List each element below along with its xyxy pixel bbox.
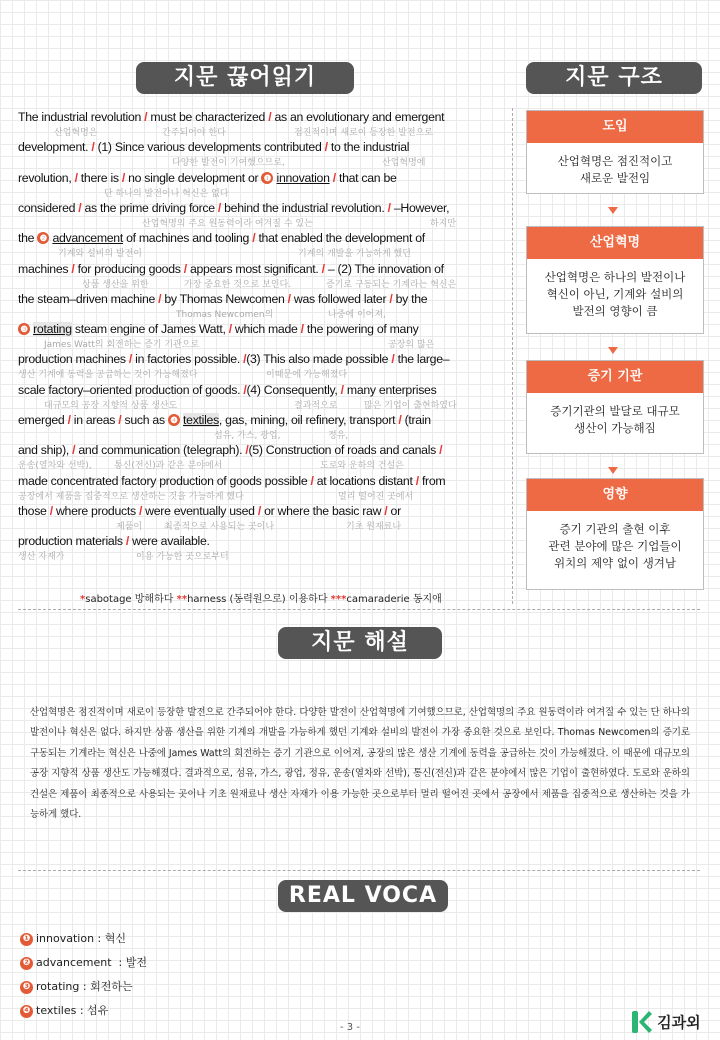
passage-text: by Thomas Newcomen [161, 291, 288, 306]
translation-gloss: 산업혁명은 [54, 128, 98, 138]
structure-line: 증기 기관의 출현 이후 [559, 522, 671, 536]
chunk-slash: / [310, 473, 314, 488]
passage-text: The industrial revolution [18, 110, 145, 124]
passage-line [18, 110, 444, 124]
vocab-marker: ❷ [37, 232, 49, 244]
passage-text: that can be [335, 170, 397, 185]
passage-line [18, 504, 401, 518]
chunk-slash: / [91, 140, 95, 155]
passage-text: revolution, [18, 170, 75, 185]
passage-structure-heading: 지문 구조 [526, 62, 702, 94]
translation-gloss: 도로와 운하의 건설은 [320, 461, 404, 472]
chunk-slash: / [391, 352, 395, 367]
k-logo-icon [632, 1011, 652, 1033]
passage-text: emerged [18, 413, 68, 427]
passage-text: many enterprises [343, 382, 437, 397]
structure-line: 생산이 가능해짐 [574, 421, 656, 435]
passage-text: (4) Consequently, [246, 382, 341, 397]
translation-gloss: 운송(열차와 선박), [18, 461, 92, 472]
chunk-slash: / [243, 382, 247, 397]
passage-text: machines [18, 261, 72, 276]
explanation-text: 산업혁명은 점진적이며 새로이 등장한 발전으로 간주되어야 한다. 다양한 발전이 산업혁명에 기여했으므로, 산업혁명의 주요 원동력이라 여겨질 수 있는 단 하나의 발전이나 혁신은 없다. 하지만 상품 생산을 위한 기계의 개발을 가능하게 했던 기계와 설비의 발전이 가장 중요한 것으로 보인다. Thomas Newcomen의 증기로 구동되는 기계라는 혁신은 나중에 James Watt의 회전하는 증기 기관으로 이어져, 공장의 많은 생산 기계에 동력을 공급하는 것이 가능해졌다. 이 때문에 대규모의 공장 지향적 상품 생산도 가능해졌다. 결과적으로, 섬유, 가스, 광업, 정유, 운송(열차와 선박), 통신(전신)과 같은 분야에서 많은 기업이 출현하였다. 도로와 운하의 건설은 제품이 최종적으로 사용되는 곳이나 기초 원재료나 생산 자재가 이용 가능한 곳으로부터 멀리 떨어진 곳에서 공장에서 제품을 집중적으로 생산하는 것을 가능하게 했다. [30, 707, 690, 821]
vocab-meaning: 혁신 [104, 932, 127, 945]
translation-gloss: 섬유, 가스, 광업, [214, 431, 281, 441]
passage-text: no single development or [124, 170, 262, 185]
chunk-slash: / [183, 261, 187, 276]
passage-text: from [418, 473, 446, 488]
translation-gloss: 기계의 개발을 가능하게 했던 [298, 249, 411, 260]
structure-line: 위치의 제약 없이 생겨남 [553, 556, 677, 570]
passage-text: in areas [70, 413, 119, 427]
chunk-slash: / [74, 170, 78, 185]
translation-gloss: 산업혁명의 주요 원동력이라 여겨질 수 있는 [142, 218, 313, 229]
translation-gloss: 멀리 떨어진 곳에서 [338, 491, 414, 502]
structure-box-body [527, 259, 703, 330]
chunk-slash: / [287, 291, 291, 306]
passage-text: considered [18, 200, 79, 215]
passage-line [18, 171, 397, 185]
structure-line: 산업혁명은 점진적이고 [557, 154, 673, 168]
footnote-text: camaraderie 동지애 [346, 594, 442, 605]
translation-gloss: 가장 중요한 것으로 보인다. [184, 279, 292, 290]
column-divider [512, 108, 513, 604]
chunk-slash: / [138, 503, 143, 518]
passage-text: to the industrial [327, 140, 410, 155]
chunk-slash: / [243, 352, 247, 367]
explanation-heading: 지문 해설 [278, 627, 442, 659]
footnote-text: harness (동력원으로) 이용하다 [187, 594, 328, 605]
structure-box [526, 110, 704, 194]
brand-name: 김과외 [657, 1013, 701, 1032]
chunk-slash: / [217, 200, 222, 215]
passage-text: and communication (telegraph). [75, 443, 246, 458]
structure-line: 발전의 영향이 큼 [572, 304, 658, 318]
chunk-slash: / [268, 110, 272, 124]
translation-gloss: 이용 가능한 곳으로부터 [136, 552, 229, 563]
chunk-slash: / [245, 443, 249, 458]
structure-box-title: 영향 [527, 479, 703, 511]
passage-line [18, 443, 442, 457]
vocab-item [20, 930, 147, 954]
vocab-marker: ❹ [168, 414, 180, 426]
structure-line: 새로운 발전임 [579, 171, 651, 185]
passage-text: at locations distant [313, 473, 416, 488]
vocab-word: rotating [33, 322, 72, 337]
vocab-meaning: 발전 [125, 956, 147, 969]
translation-gloss: 공장의 많은 [388, 340, 435, 351]
passage-text: steam engine of James Watt, [71, 322, 229, 337]
passage-reading-heading: 지문 끊어읽기 [136, 62, 354, 94]
passage-text: or where the basic raw [260, 503, 385, 518]
chunk-slash: / [387, 200, 391, 215]
flow-arrow-icon [608, 467, 618, 474]
passage-line [18, 352, 449, 366]
real-voca-heading: REAL VOCA [278, 880, 448, 912]
translation-gloss: 많은 기업이 출현하였다 [364, 400, 457, 411]
vocab-marker: ❷ [20, 957, 33, 970]
chunk-slash: / [384, 503, 388, 518]
vocab-word: advancement [52, 231, 123, 246]
structure-box [526, 478, 704, 590]
passage-text: , gas, mining, oil refinery, transport [218, 413, 399, 427]
vocab-meaning: 섬유 [87, 1004, 109, 1017]
passage-line [18, 383, 436, 397]
translation-gloss: James Watt의 회전하는 증기 기관으로 [44, 340, 200, 351]
chunk-slash: / [228, 322, 232, 337]
vocab-term: textiles [36, 1004, 77, 1017]
brand-logo [632, 1011, 701, 1035]
footnote-stars: *** [330, 594, 347, 605]
passage-text: which made [231, 322, 301, 337]
structure-box [526, 360, 704, 454]
chunk-slash: / [257, 503, 261, 518]
passage-text: that enabled the development of [255, 231, 425, 246]
structure-line: 증기기관의 발달로 대규모 [550, 404, 680, 418]
chunk-slash: / [158, 291, 162, 306]
passage-text: –However, [390, 200, 450, 215]
translation-gloss: 기초 원재료나 [346, 521, 402, 532]
translation-gloss: Thomas Newcomen의 [176, 309, 274, 320]
vocab-item [20, 1002, 147, 1026]
translation-gloss: 결과적으로 [294, 400, 338, 411]
chunk-slash: / [49, 503, 53, 518]
passage-text: and ship), [18, 443, 73, 458]
structure-box [526, 226, 704, 334]
chunk-slash: / [121, 170, 125, 185]
vocab-word: innovation [276, 170, 330, 185]
passage-text: (train [401, 413, 431, 427]
chunk-slash: / [321, 261, 325, 276]
section-divider [18, 609, 700, 610]
passage-text: the [18, 231, 38, 246]
translation-gloss: 생산 기계에 동력을 공급하는 것이 가능해졌다 [18, 370, 198, 381]
vocab-separator: : [76, 1004, 88, 1017]
structure-line: 관련 분야에 많은 기업들이 [548, 539, 682, 553]
vocab-separator: : [79, 980, 91, 993]
passage-text: there is [77, 170, 122, 185]
translation-gloss: 공장에서 제품을 집중적으로 생산하는 것을 가능하게 했다 [18, 491, 244, 502]
structure-line: 산업혁명은 하나의 발전이나 [544, 270, 686, 284]
chunk-slash: / [78, 200, 82, 215]
passage-text: was followed later [290, 291, 390, 306]
chunk-slash: / [300, 322, 304, 337]
passage-text: for producing goods [74, 261, 184, 276]
vocab-item [20, 978, 147, 1002]
passage-text: as the prime driving force [81, 200, 218, 215]
passage-text: were available. [128, 534, 210, 549]
vocab-marker: ❹ [20, 1005, 33, 1018]
passage-line [18, 322, 419, 336]
translation-gloss: 간주되어야 한다 [162, 128, 226, 138]
footnotes [80, 590, 442, 605]
translation-gloss: 단 하나의 발전이나 혁신은 없다 [104, 188, 229, 199]
passage-text: the powering of many [303, 322, 419, 337]
chunk-slash: / [67, 413, 71, 427]
passage-text: where products [52, 503, 139, 518]
footnote-stars: * [80, 594, 86, 605]
vocab-term: rotating [36, 980, 80, 993]
translation-gloss: 산업혁명에 [382, 158, 426, 169]
translation-gloss: 점진적이며 새로이 등장한 발전으로 [294, 128, 433, 138]
chunk-slash: / [72, 443, 76, 458]
passage-line [18, 262, 444, 276]
passage-text: such as [121, 413, 168, 427]
footnote-stars: ** [176, 594, 188, 605]
passage-text: as an evolutionary and emergent [271, 110, 445, 124]
structure-box-body [527, 393, 703, 447]
translation-gloss: 하지만 [430, 218, 457, 229]
structure-box-title: 도입 [527, 111, 703, 143]
structure-line: 혁신이 아닌, 기계와 설비의 [546, 287, 684, 301]
passage-line [18, 413, 431, 427]
passage-text: in factories possible. [132, 352, 244, 367]
translation-gloss: 증기로 구동되는 기계라는 혁신은 [326, 279, 457, 290]
passage-line [18, 474, 445, 488]
passage-text: (1) Since various developments contributed [94, 140, 325, 155]
passage-text: (5) Construction of roads and canals [248, 443, 440, 458]
chunk-slash: / [415, 473, 419, 488]
vocab-word: textiles [183, 413, 219, 427]
translation-gloss: 정유, [328, 431, 349, 441]
chunk-slash: / [439, 443, 443, 458]
passage-text: – (2) The innovation of [324, 261, 444, 276]
chunk-slash: / [340, 382, 344, 397]
passage-text: by the [392, 291, 428, 306]
chunk-slash: / [144, 110, 148, 124]
chunk-slash: / [332, 170, 336, 185]
passage-line [18, 292, 427, 306]
vocab-term: advancement [36, 956, 112, 969]
vocab-marker: ❸ [20, 981, 33, 994]
flow-arrow-icon [608, 347, 618, 354]
flow-arrow-icon [608, 207, 618, 214]
passage-text: of machines and tooling [122, 231, 253, 246]
chunk-slash: / [71, 261, 75, 276]
translation-gloss: 통신(전신)과 같은 분야에서 [114, 461, 223, 472]
translation-gloss: 상품 생산을 위한 [82, 279, 149, 290]
vocab-marker: ❸ [18, 323, 30, 335]
translation-gloss: 생산 자재가 [18, 552, 65, 563]
page-number: - 3 - [340, 1022, 360, 1033]
chunk-slash: / [398, 413, 402, 427]
footnote-text: sabotage 방해하다 [85, 594, 174, 605]
passage-text: the large– [394, 352, 450, 367]
passage-text: production materials [18, 534, 126, 549]
vocab-separator: : [111, 956, 126, 969]
chunk-slash: / [252, 231, 256, 246]
translation-gloss: 다양한 발전이 기여했으므로, [172, 158, 285, 169]
vocab-meaning: 회전하는 [90, 980, 133, 993]
translation-gloss: 최종적으로 사용되는 곳이나 [164, 521, 275, 532]
passage-text: production machines [18, 352, 129, 367]
chunk-slash: / [125, 534, 129, 549]
translation-gloss: 대규모의 공장 지향적 상품 생산도 [44, 400, 178, 411]
chunk-slash: / [128, 352, 133, 367]
translation-gloss: 이때문에 가능해졌다 [266, 370, 348, 381]
translation-gloss: 나중에 이어져, [328, 309, 386, 320]
passage-text: appears most significant. [186, 261, 322, 276]
passage-text: development. [18, 140, 92, 155]
section-divider [18, 870, 700, 871]
vocabulary-list [20, 930, 147, 1026]
passage-line [18, 231, 425, 245]
chunk-slash: / [389, 291, 393, 306]
passage-text: scale factory–oriented production of goods. [18, 382, 244, 397]
translation-gloss: 제품이 [116, 521, 143, 532]
chunk-slash: / [324, 140, 328, 155]
passage-line [18, 534, 210, 548]
passage-text: or [387, 503, 401, 518]
passage-line [18, 201, 449, 215]
structure-box-body [527, 143, 703, 197]
structure-box-title: 증기 기관 [527, 361, 703, 393]
vocab-item [20, 954, 147, 978]
vocab-marker: ❶ [261, 172, 273, 184]
vocab-term: innovation [36, 932, 95, 945]
passage-text: (3) This also made possible [246, 352, 392, 367]
passage-text: were eventually used [142, 503, 258, 518]
passage-line [18, 140, 409, 154]
passage-text: must be characterized [147, 110, 269, 124]
vocab-marker: ❶ [20, 933, 33, 946]
translation-gloss: 기계와 설비의 발전이 [58, 249, 142, 260]
structure-box-title: 산업혁명 [527, 227, 703, 259]
passage-text: the steam–driven machine [18, 291, 159, 306]
structure-box-body [527, 511, 703, 582]
chunk-slash: / [118, 413, 122, 427]
vocab-separator: : [94, 932, 105, 945]
passage-text: made concentrated factory production of goods possible [18, 473, 311, 488]
passage-text: behind the industrial revolution. [221, 200, 388, 215]
passage-text: those [18, 503, 50, 518]
